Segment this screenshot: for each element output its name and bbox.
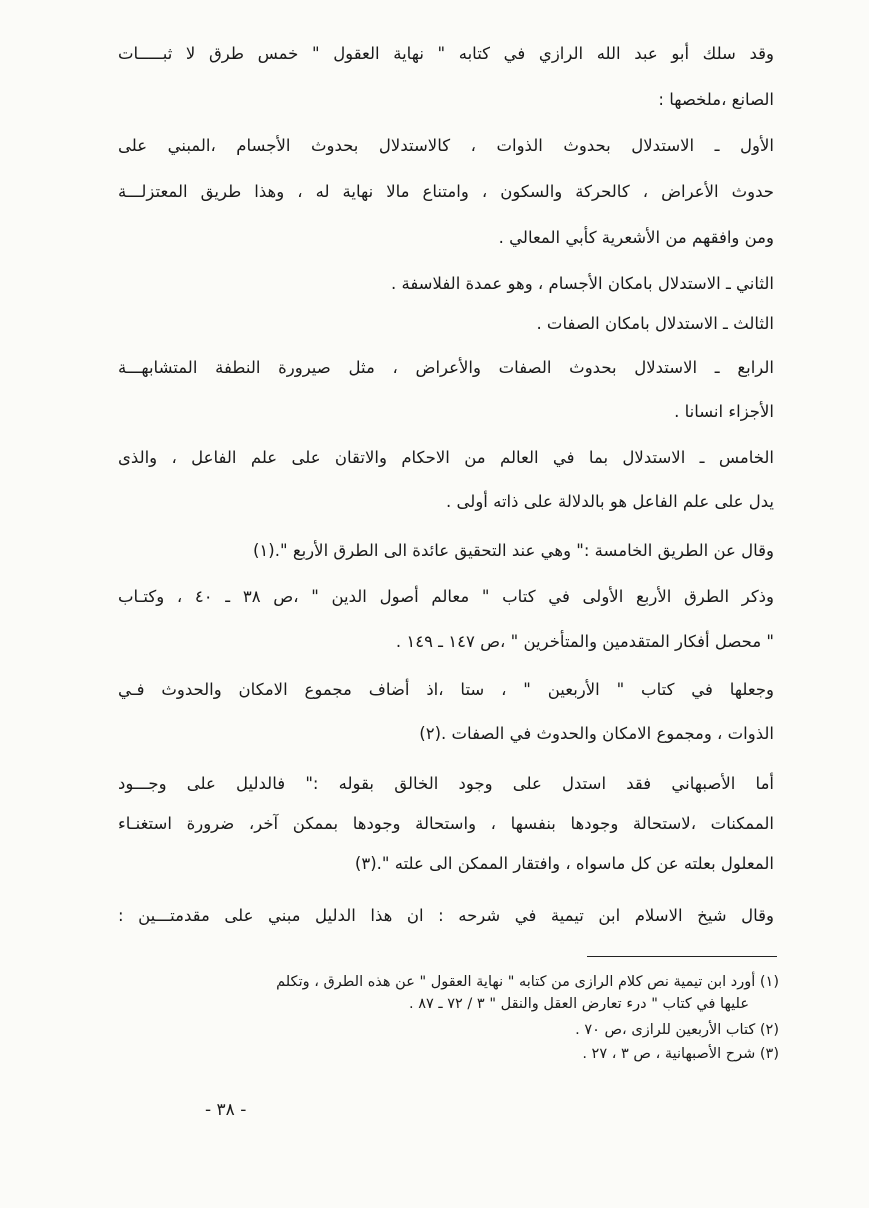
text-line: الممكنات ،لاستحالة وجودها بنفسها ، واستحالة وجودها بممكن آخر، ضرورة استغنـاء	[118, 814, 774, 833]
text-line: وجعلها في كتاب " الأربعين " ، ستا ،اذ أضاف مجموع الامكان والحدوث فـي	[118, 680, 774, 699]
footnote: (٣) شرح الأصبهانية ، ص ٣ ، ٢٧ .	[582, 1046, 779, 1062]
footnote: (١) أورد ابن تيمية نص كلام الرازى من كتابه " نهاية العقول " عن هذه الطرق ، وتكلم	[276, 974, 779, 990]
text-line: الثاني ـ الاستدلال بامكان الأجسام ، وهو عمدة الفلاسفة .	[390, 274, 774, 293]
text-line: يدل على علم الفاعل هو بالدلالة على ذاته أولى .	[446, 492, 774, 511]
text-line: ومن وافقهم من الأشعرية كأبي المعالي .	[498, 228, 774, 247]
text-line: الأول ـ الاستدلال بحدوث الذوات ، كالاستدلال بحدوث الأجسام ،المبني على	[118, 136, 774, 155]
text-line: الصانع ،ملخصها :	[658, 90, 774, 109]
footnote-continuation: عليها في كتاب " درء تعارض العقل والنقل " ٣ / ٧٢ ـ ٨٧ .	[408, 996, 749, 1012]
text-line: " محصل أفكار المتقدمين والمتأخرين " ،ص ١٤٧ ـ ١٤٩ .	[395, 632, 774, 651]
text-line: الذوات ، ومجموع الامكان والحدوث في الصفات .(٢)	[419, 724, 774, 743]
footnote: (٢) كتاب الأربعين للرازى ،ص ٧٠ .	[575, 1022, 779, 1038]
text-line: وقال عن الطريق الخامسة :" وهي عند التحقيق عائدة الى الطرق الأربع ".(١)	[252, 541, 774, 560]
text-line: وذكر الطرق الأربع الأولى في كتاب " معالم أصول الدين " ،ص ٣٨ ـ ٤٠ ، وكتـاب	[118, 587, 774, 606]
footnote-divider	[587, 956, 777, 957]
text-line: الخامس ـ الاستدلال بما في العالم من الاحكام والاتقان على علم الفاعل ، والذى	[118, 448, 774, 467]
text-line: المعلول بعلته عن كل ماسواه ، وافتقار الممكن الى علته ".(٣)	[354, 854, 774, 873]
text-line: الثالث ـ الاستدلال بامكان الصفات .	[536, 314, 774, 333]
text-line: وقد سلك أبو عبد الله الرازي في كتابه " نهاية العقول " خمس طرق لا ثبـــــات	[118, 44, 774, 63]
text-line: حدوث الأعراض ، كالحركة والسكون ، وامتناع مالا نهاية له ، وهذا طريق المعتزلـــة	[118, 182, 774, 201]
text-line: الأجزاء انسانا .	[674, 402, 774, 421]
text-line: وقال شيخ الاسلام ابن تيمية في شرحه : ان هذا الدليل مبني على مقدمتـــين :	[118, 906, 774, 925]
page-number: - ٣٨ -	[205, 1100, 247, 1120]
text-line: أما الأصبهاني فقد استدل على وجود الخالق بقوله :" فالدليل على وجـــود	[118, 774, 774, 793]
text-line: الرابع ـ الاستدلال بحدوث الصفات والأعراض ، مثل صيرورة النطفة المتشابهـــة	[118, 358, 774, 377]
